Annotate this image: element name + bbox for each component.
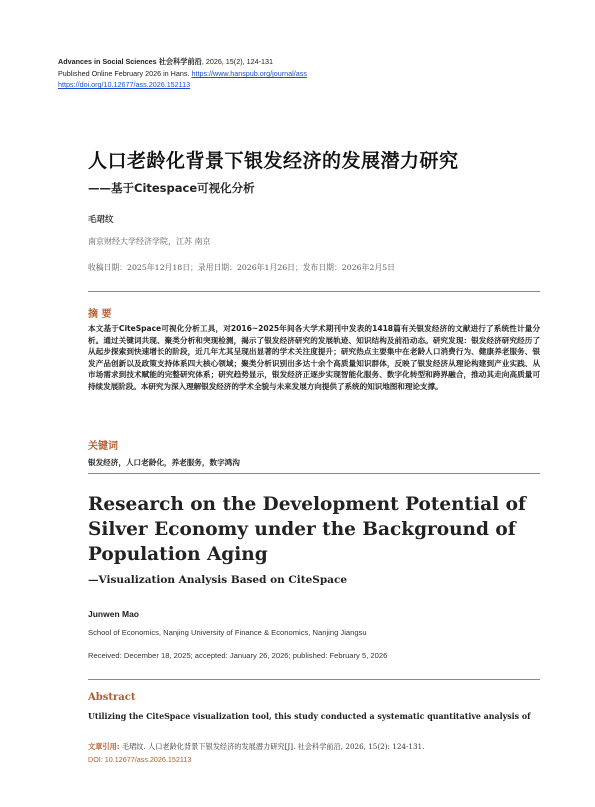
- abstract-heading-cn: 摘 要: [88, 309, 112, 320]
- cite-label: 文章引用:: [88, 742, 120, 751]
- journal-name-cn: 社会科学前沿: [158, 57, 202, 66]
- divider-middle: [88, 473, 540, 474]
- published-text: Published Online February 2026 in Hans.: [58, 69, 190, 78]
- affiliation-en: School of Economics, Nanjing University of Finance & Economics, Nanjing Jiangsu: [88, 628, 367, 637]
- dates-en: Received: December 18, 2025; accepted: January 26, 2026; published: February 5, 2026: [88, 651, 388, 660]
- doi-line: [58, 80, 190, 90]
- subtitle-en: —Visualization Analysis Based on CiteSpace: [88, 574, 348, 586]
- subtitle-cn: ——基于Citespace可视化分析: [88, 181, 255, 195]
- title-cn: 人口老龄化背景下银发经济的发展潜力研究: [88, 150, 459, 172]
- dates-cn: 收稿日期：2025年12月18日；录用日期：2026年1月26日；发布日期：2026年2月5日: [88, 263, 395, 272]
- citation-footer: [88, 742, 424, 752]
- journal-header-line: [58, 57, 273, 67]
- cite-text: 毛珺纹. 人口老龄化背景下银发经济的发展潜力研究[J]. 社会科学前沿, 2026, 15(2): 124-131.: [121, 742, 425, 751]
- journal-name: Advances in Social Sciences: [58, 57, 157, 66]
- title-en: Research on the Development Potential of Silver Economy under the Background of Population Aging: [88, 494, 526, 565]
- published-line: [58, 69, 307, 79]
- affiliation-cn: 南京财经大学经济学院，江苏 南京: [88, 237, 211, 246]
- keywords-cn: 银发经济，人口老龄化，养老服务，数字鸿沟: [88, 458, 240, 467]
- footer-doi: DOI: 10.12677/ass.2026.152113: [88, 755, 192, 764]
- author-en: Junwen Mao: [88, 609, 140, 619]
- divider-top: [88, 291, 540, 292]
- doi-url-link[interactable]: https://doi.org/10.12677/ass.2026.152113: [58, 80, 191, 89]
- abstract-en-first-line: Utilizing the CiteSpace visualization tool, this study conducted a systematic quantitative analysis of: [88, 712, 531, 721]
- journal-citation: , 2026, 15(2), 124-131: [201, 57, 273, 66]
- abstract-heading-en: Abstract: [88, 692, 136, 703]
- abstract-cn: 本文基于CiteSpace可视化分析工具，对2016~2025年间各大学术期刊中发表的1418篇有关银发经济的文献进行了系统性计量分析。通过关键词共现、聚类分析和突现检测，揭示了银发经济研究的发展轨迹、知识结构及前沿动态。研究发现：银发经济研究经历了从起步探索到快速增长的阶段，近几年尤其呈现出显著的学术关注度提升；研究热点主要集中在老龄人口消费行为、健康养老服务、银发产品创新以及政策支持体系四大核心领域；聚类分析识别出多达十余个高质量知识群体，反映了银发经济从理论构建到产业实践、从市场需求到技术赋能的完整研究体系；研究趋势显示，银发经济正逐步实现智能化服务、数字化转型和跨界融合，推动其走向高质量可持续发展阶段。本研究为深入理解银发经济的学术全貌与未来发展方向提供了系统的知识地图和理论支撑。: [88, 324, 540, 391]
- author-cn: 毛珺纹: [88, 215, 114, 225]
- keywords-heading-cn: 关键词: [88, 441, 118, 452]
- divider-bottom: [88, 679, 540, 680]
- journal-url-link[interactable]: https://www.hanspub.org/journal/ass: [191, 69, 307, 78]
